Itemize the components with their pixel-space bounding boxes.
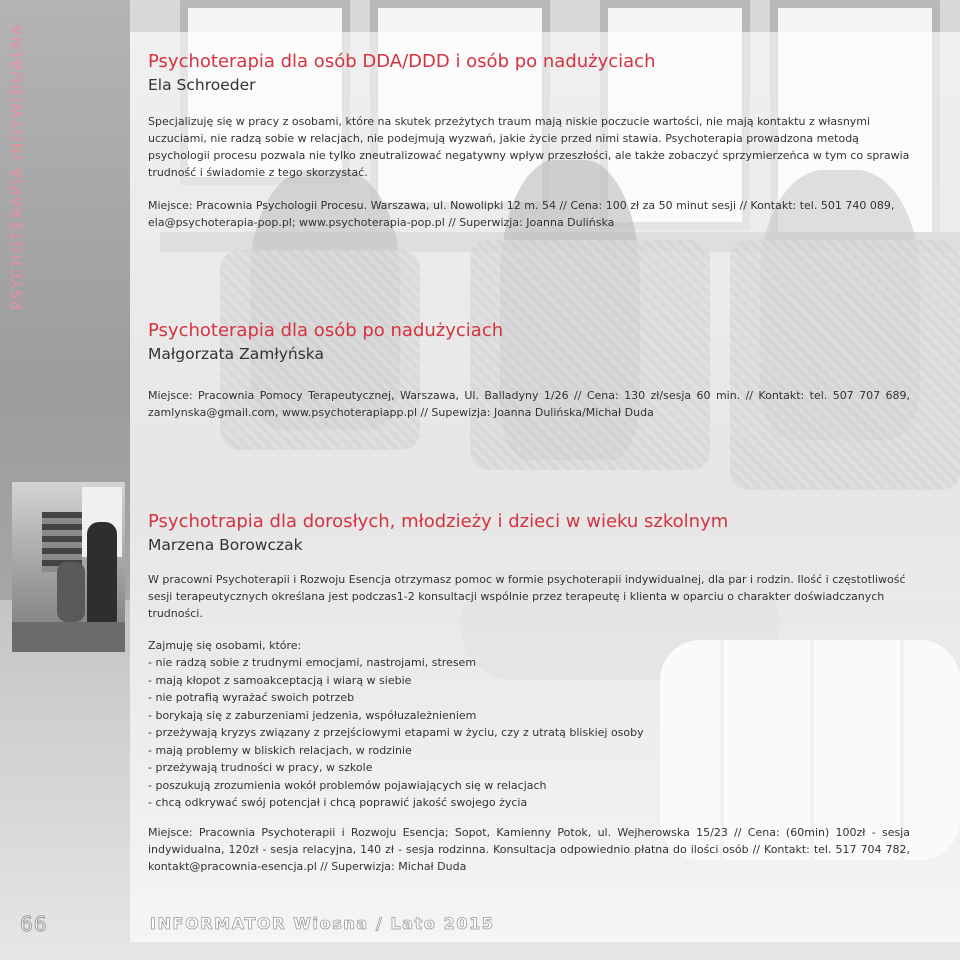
section-author: Ela Schroeder (148, 76, 256, 94)
footer-publication: INFORMATOR Wiosna / Lato 2015 (150, 914, 495, 933)
list-item: - borykają się z zaburzeniami jedzenia, współuzależnieniem (148, 708, 477, 722)
list-item: - przeżywają trudności w pracy, w szkole (148, 761, 373, 774)
photo-person (87, 522, 117, 632)
section-title: Psychotrapia dla dorosłych, młodzieży i dzieci w wieku szkolnym (148, 511, 729, 532)
section-naduzycia (148, 320, 910, 421)
list-item: - przeżywają kryzys związany z przejściowymi etapami w życiu, czy z utratą bliskiej osoby (148, 726, 644, 739)
therapy-photo (12, 482, 125, 652)
section-esencja (148, 511, 910, 875)
list-item: - mają problemy w bliskich relacjach, w rodzinie (148, 743, 412, 757)
section-author: Marzena Borowczak (148, 536, 303, 554)
section-info: Miejsce: Pracownia Pomocy Terapeutycznej, Warszawa, Ul. Balladyny 1/26 // Cena: 130 zł/sesja 60 min. // Kontakt: tel. 507 707 689, zamlynska@gmail.com, www.psychoterapiapp.pl // Supewizja: Joanna Dulińska/Michał Duda (148, 389, 910, 419)
list-item: - nie radzą sobie z trudnymi emocjami, nastrojami, stresem (148, 656, 477, 669)
section-description: W pracowni Psychoterapii i Rozwoju Esencja otrzymasz pomoc w formie psychoterapii indywidualnej, dla par i rodzin. Ilość i częstotliwość sesji terapeutycznych określana jest podczas1-2 konsultacji wspólnie przez terapeutę i klienta w oparciu o charakter doświadczanych trudności. (148, 573, 906, 620)
side-label-text: PSYCHOTERAPIA INDYWIDUALNA (8, 23, 26, 310)
list-item: - chcą odkrywać swój potencjał i chcą poprawić jakość swojego życia (148, 796, 528, 809)
list-item: - nie potrafią wyrażać swoich potrzeb (148, 691, 355, 704)
section-title: Psychoterapia dla osób po nadużyciach (148, 320, 504, 341)
page-number: 66 (20, 912, 48, 936)
section-info: Miejsce: Pracownia Psychologii Procesu. Warszawa, ul. Nowolipki 12 m. 54 // Cena: 100 zł za 50 minut sesji // Kontakt: tel. 501 740 089, ela@psychoterapia-pop.pl; www.psychoterapia-pop.pl // Superwizja: Joanna Dulińska (148, 199, 895, 229)
photo-child (57, 562, 85, 622)
photo-floor (12, 622, 125, 652)
section-dda-ddd (148, 51, 910, 231)
issues-list (148, 654, 910, 812)
section-author: Małgorzata Zamłyńska (148, 345, 325, 363)
list-item: - mają kłopot z samoakceptacją i wiarą w siebie (148, 673, 412, 687)
section-description: Specjalizuję się w pracy z osobami, które na skutek przeżytych traum mają niskie poczucie wartości, nie mają kontaktu z własnymi uczuciami, nie radzą sobie w relacjach, nie podejmują wyzwań, jakie życie przed nimi stawia. Psychoterapia prowadzona metodą psychologii procesu pozwala nie tylko zneutralizować negatywny wpływ przeszłości, ale także zobaczyć sprzymierzeńca w tym co sprawia trudność i świadomie z tego skorzystać. (148, 115, 910, 179)
list-item: - poszukują zrozumienia wokół problemów pojawiających się w relacjach (148, 778, 547, 792)
section-title: Psychoterapia dla osób DDA/DDD i osób po nadużyciach (148, 51, 656, 72)
side-category-label (8, 23, 30, 310)
section-info: Miejsce: Pracownia Psychoterapii i Rozwoju Esencja; Sopot, Kamienny Potok, ul. Wejherowska 15/23 // Cena: (60min) 100zł - sesja indywidualna, 120zł - sesja relacyjna, 140 zł - sesja rodzinna. Konsultacja odpowiednio płatna do ilości osób // Kontakt: tel. 517 704 782, kontakt@pracownia-esencja.pl // Superwizja: Michał Duda (148, 825, 910, 873)
list-heading: Zajmuję się osobami, które: (148, 639, 302, 652)
